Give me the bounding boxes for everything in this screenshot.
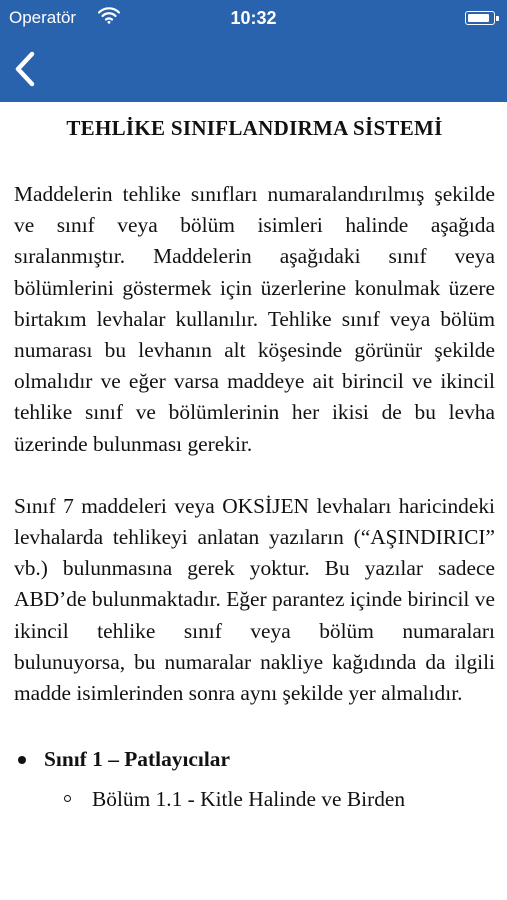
carrier-label: Operatör: [9, 8, 77, 27]
paragraph-1: Maddelerin tehlike sınıfları numaralandırılmış şekilde ve sınıf veya bölüm isimleri halinde aşağıda sıralanmıştır. Maddelerin aşağıdaki sınıf veya bölümlerini göstermek için üzerlerine konulmak üzere birtakım levhalar kullanılır. Tehlike sınıf veya bölüm numarası bu levhanın alt köşesinde görünür şekilde olmalıdır ve eğer varsa maddeye ait birincil ve ikincil tehlike sınıf ve bölümlerinin her ikisi de bu levha üzerinde bulunması gerekir.: [14, 182, 495, 456]
battery-icon: [465, 11, 495, 25]
sub-list: [44, 785, 495, 813]
chevron-left-icon[interactable]: [8, 50, 44, 88]
page-title: TEHLİKE SINIFLANDIRMA SİSTEMİ: [66, 116, 443, 140]
status-bar: [0, 0, 507, 38]
sub-list-item: Bölüm 1.1 - Kitle Halinde ve Birden: [44, 785, 495, 813]
class-list: [14, 745, 495, 813]
paragraph-2: Sınıf 7 maddeleri veya OKSİJEN levhaları haricindeki levhalarda tehlikeyi anlatan yazıların (“AŞINDIRICI” vb.) bulunmasına gerek yoktur. Bu yazılar sadece ABD’de bulunmaktadır. Eğer parantez içinde birincil ve ikincil tehlike sınıf veya bölüm numaraları bulunuyorsa, bu numaralar nakliye kağıdında da ilgili madde isimlerinden sonra aynı şekilde yer almalıdır.: [14, 493, 495, 706]
battery-level: [468, 14, 489, 22]
navigation-bar: [0, 0, 507, 102]
list-item-title: Sınıf 1 – Patlayıcılar: [44, 747, 230, 772]
article: [14, 112, 495, 813]
clock: 10:32: [230, 8, 277, 28]
battery-nub: [496, 16, 499, 21]
list-item: [14, 745, 495, 813]
